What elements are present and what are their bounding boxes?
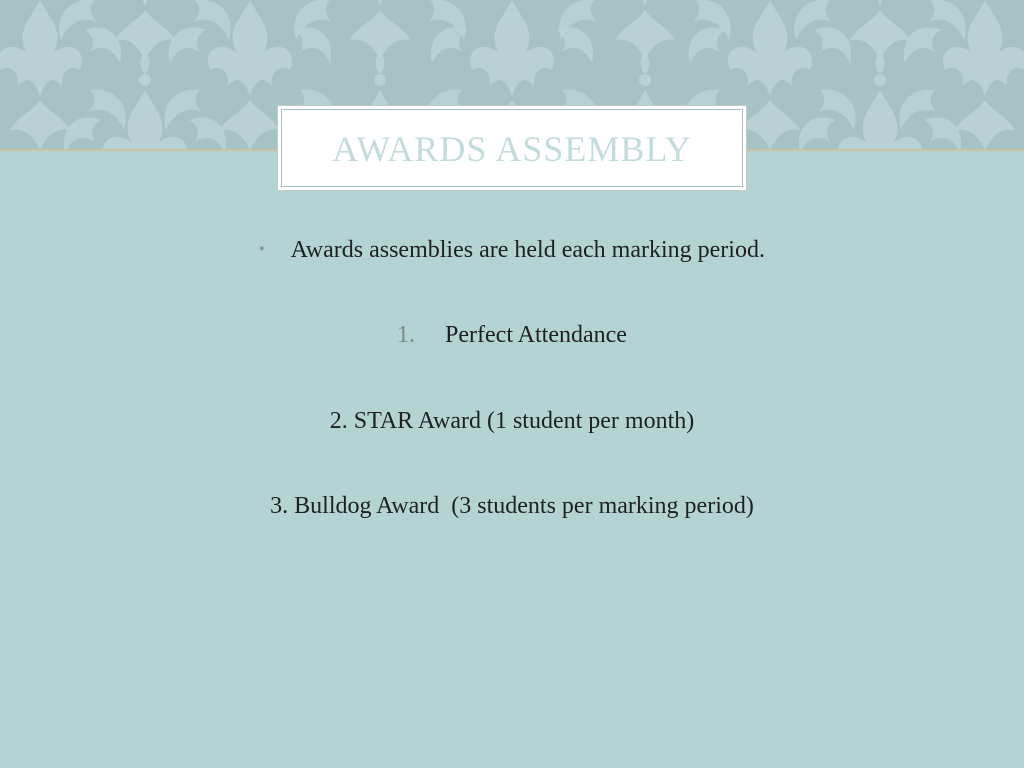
bullet-marker: • [259,241,265,258]
text-line-star-award: 2. STAR Award (1 student per month) [329,408,695,434]
numbered-item-text: Perfect Attendance [445,322,627,348]
slide-title: AWARDS ASSEMBLY [332,129,692,169]
number-marker: 1. [397,322,416,348]
bullet-item [0,236,1024,264]
bullet-text: Awards assemblies are held each marking period. [290,237,765,263]
numbered-item-1 [0,321,1024,349]
text-line-bulldog-award: 3. Bulldog Award (3 students per marking period) [270,493,754,519]
